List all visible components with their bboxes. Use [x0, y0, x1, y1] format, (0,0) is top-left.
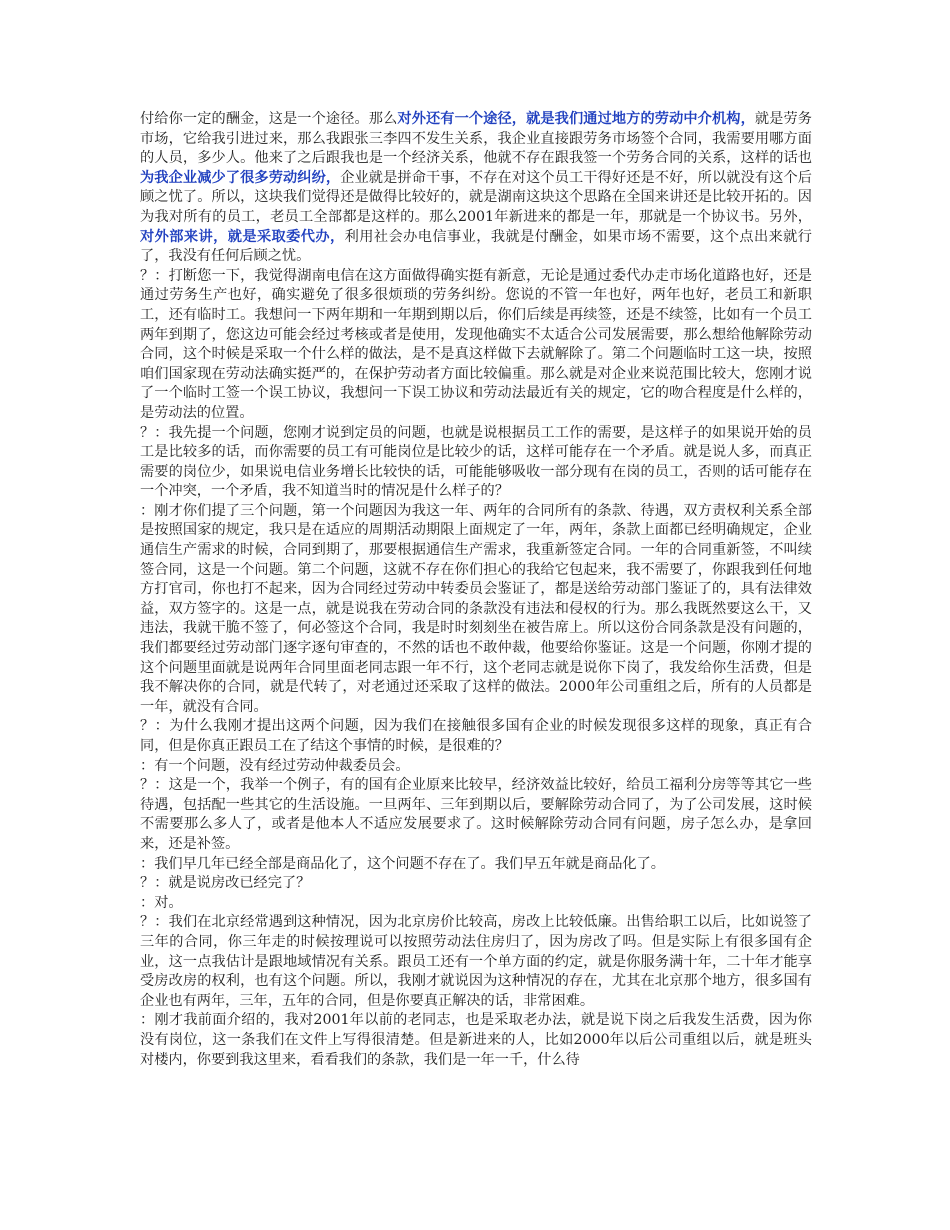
body-text: ？：这是一个，我举一个例子，有的国有企业原来比较早，经济效益比较好，给员工福利分房等等其它一些待遇，包括配一些其它的生活设施。一旦两年、三年到期以后，要解除劳动合同了，为了公司发展，这时候不需要那么多人了，或者是他本人不适应发展要求了。这时候解除劳动合同有问题，房子怎么办，是拿回来，还是补签。	[140, 777, 812, 852]
document-page	[140, 110, 812, 1070]
paragraph	[140, 874, 812, 894]
paragraph	[140, 502, 812, 718]
body-text: ：对。	[140, 894, 183, 911]
body-text: 利用社会办电信事业，我就是付酬金，如果市场不需要，这个点出来就行了，我没有任何后顾之忧。	[140, 228, 812, 265]
body-text: ？：我们在北京经常遇到这种情况，因为北京房价比较高，房改上比较低廉。出售给职工以后，比如说签了三年的合同，你三年走的时候按理说可以按照劳动法住房归了，因为房改了吗。但是实际上有很多国有企业，这一点我估计是跟地域情况有关系。跟员工还有一个单方面的约定，就是你服务满十年，二十年才能享受房改房的权利，也有这个问题。所以，我刚才就说因为这种情况的存在，尤其在北京那个地方，很多国有企业也有两年，三年，五年的合同，但是你要真正解决的话，非常困难。	[140, 914, 812, 1009]
body-text: ？：我先提一个问题，您刚才说到定员的问题，也就是说根据员工工作的需要，是这样子的如果说开始的员工是比较多的话，而你需要的员工有可能岗位是比较少的话，这样可能存在一个矛盾。就是说人多，而真正需要的岗位少，如果说电信业务增长比较快的话，可能能够吸收一部分现有在岗的员工，否则的话可能存在一个冲突，一个矛盾，我不知道当时的情况是什么样子的？	[140, 424, 812, 500]
body-text: 就是劳务市场，它给我引进过来，那么我跟张三李四不发生关系，我企业直接跟劳务市场签个合同，我需要用哪方面的人员，多少人。他来了之后跟我也是一个经济关系，他就不存在跟我签一个劳务合同的关系，这样的话也	[140, 111, 812, 167]
body-text: ：刚才你们提了三个问题，第一个问题因为我这一年、两年的合同所有的条款、待遇，双方责权利关系全部是按照国家的规定，我只是在适应的周期活动期限上面规定了一年，两年，条款上面都已经明确规定，企业通信生产需求的时候，合同到期了，那要根据通信生产需求，我重新签定合同。一年的合同重新签，不叫续签合同，这是一个问题。第二个问题，这就不存在你们担心的我给它包起来，我不需要了，你跟我到任何地方打官司，你也打不起来，因为合同经过劳动中转委员会鉴证了，都是送给劳动部门鉴证了的，具有法律效益，双方签字的。这是一点，就是说我在劳动合同的条款没有违法和侵权的行为。那么我既然要这么干，又违法，我就干脆不签了，何必签这个合同，我是时时刻刻坐在被告席上。所以这份合同条款是没有问题的，我们都要经过劳动部门逐字逐句审查的，不然的话也不敢仲裁，他要给你鉴证。这是一个问题，你刚才提的这个问题里面就是说两年合同里面老同志跟一年不行，这个老同志就是说你下岗了，我发给你生活费，但是我不解决你的合同，就是代转了，对老通过还采取了这样的做法。2000年公司重组之后，所有的人员都是一年，就没有合同。	[140, 502, 812, 715]
paragraph	[140, 776, 812, 854]
highlighted-text: 对外还有一个途径，就是我们通过地方的劳动中介机构，	[397, 111, 755, 127]
body-text: 企业就是拼命干事，不存在对这个员工干得好还是不好，所以就没有这个后顾之忧了。所以，这块我们觉得还是做得比较好的，就是湖南这块这个思路在全国来讲还是比较开拓的。因为我对所有的员工，老员工全部都是这样的。那么2001年新进来的都是一年，那就是一个协议书。另外，	[140, 169, 812, 225]
body-text: ？：就是说房改已经完了？	[140, 875, 311, 892]
paragraph	[140, 1011, 812, 1070]
paragraph	[140, 894, 812, 914]
paragraph	[140, 913, 812, 1011]
paragraph	[140, 110, 812, 267]
paragraph	[140, 757, 812, 777]
body-text: 付给你一定的酬金，这是一个途径。那么	[140, 111, 398, 127]
body-text: ：刚才我前面介绍的，我对2001年以前的老同志，也是采取老办法，就是说下岗之后我发生活费，因为你没有岗位，这一条我们在文件上写得很清楚。但是新进来的人，比如2000年以后公司重组以后，就是班头对楼内，你要到我这里来，看看我们的条款，我们是一年一千，什么待	[140, 1012, 812, 1068]
paragraph	[140, 717, 812, 756]
body-text: ：我们早几年已经全部是商品化了，这个问题不存在了。我们早五年就是商品化了。	[140, 855, 665, 872]
body-text: ？：打断您一下，我觉得湖南电信在这方面做得确实挺有新意，无论是通过委代办走市场化道路也好，还是通过劳务生产也好，确实避免了很多很烦琐的劳务纠纷。您说的不管一年也好，两年也好，老员工和新职工，还有临时工。我想问一下两年期和一年期到期以后，你们后续是再续签，还是不续签，比如有一个员工两年到期了，您这边可能会经过考核或者是使用，发现他确实不太适合公司发展需要，那么想给他解除劳动合同，这个时候是采取一个什么样的做法，是不是真这样做下去就解除了。第二个问题临时工这一块，按照咱们国家现在劳动法确实挺严的，在保护劳动者方面比较偏重。那么就是对企业来说范围比较大，您刚才说了一个临时工签一个误工协议，我想问一下误工协议和劳动法最近有关的规定，它的吻合程度是什么样的，是劳动法的位置。	[140, 267, 812, 421]
body-text: ？：为什么我刚才提出这两个问题，因为我们在接触很多国有企业的时候发现很多这样的现象，真正有合同，但是你真正跟员工在了结这个事情的时候，是很难的？	[140, 718, 812, 754]
paragraph	[140, 267, 812, 424]
highlighted-text: 对外部来讲，就是采取委代办，	[140, 228, 345, 245]
paragraph	[140, 855, 812, 875]
highlighted-text: 为我企业减少了很多劳动纠纷，	[140, 169, 341, 186]
paragraph	[140, 424, 812, 502]
body-text: ：有一个问题，没有经过劳动仲裁委员会。	[140, 757, 410, 774]
